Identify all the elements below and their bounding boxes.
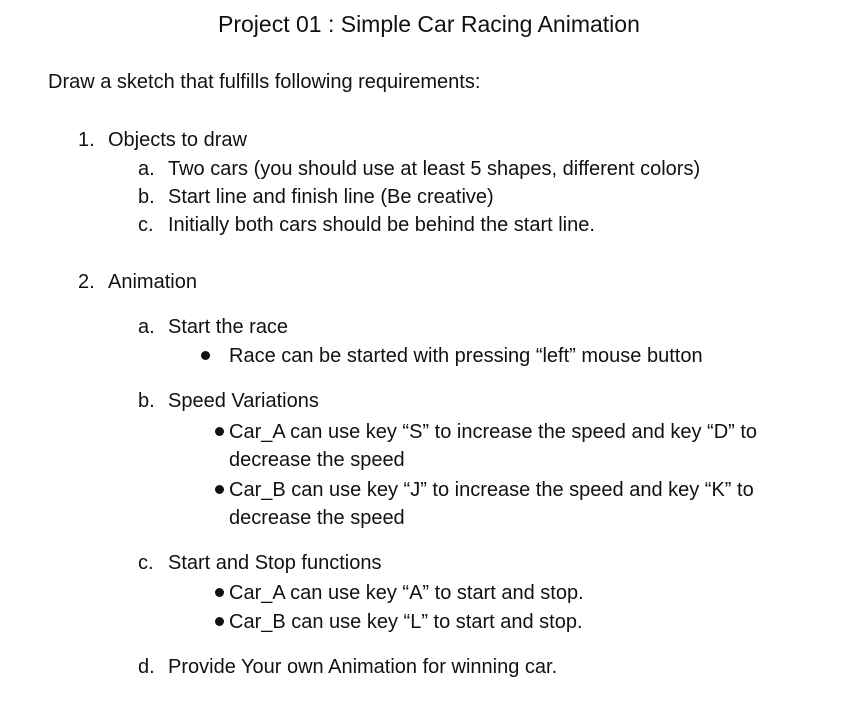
section-number: 1. (78, 129, 95, 151)
page-title: Project 01 : Simple Car Racing Animation (218, 11, 640, 37)
item-text: Initially both cars should be behind the start line. (168, 214, 595, 236)
section-number: 2. (78, 271, 95, 293)
item-text: Start the race (168, 316, 289, 338)
bullet-text: Car_A can use key “A” to start and stop. (229, 582, 584, 604)
item-marker: b. (138, 390, 155, 412)
bullet-icon (215, 588, 224, 597)
bullet-icon (215, 485, 224, 494)
item-text: Start line and finish line (Be creative) (168, 186, 494, 208)
bullet-icon (201, 351, 210, 360)
intro-text: Draw a sketch that fulfills following requirements: (48, 71, 481, 93)
bullet-text: Car_A can use key “S” to increase the speed and key “D” to (229, 421, 758, 443)
item-marker: a. (138, 158, 155, 180)
section-heading: Objects to draw (108, 129, 247, 151)
item-text: Start and Stop functions (168, 552, 382, 574)
bullet-text: Car_B can use key “J” to increase the speed and key “K” to (229, 479, 754, 501)
bullet-text-continuation: decrease the speed (229, 507, 405, 529)
bullet-text: Race can be started with pressing “left” mouse button (229, 345, 703, 367)
bullet-icon (215, 617, 224, 626)
bullet-text-continuation: decrease the speed (229, 449, 405, 471)
bullet-icon (215, 427, 224, 436)
item-marker: a. (138, 316, 155, 338)
section-heading: Animation (108, 271, 197, 293)
item-marker: d. (138, 656, 155, 678)
item-marker: b. (138, 186, 155, 208)
bullet-text: Car_B can use key “L” to start and stop. (229, 611, 583, 633)
item-marker: c. (138, 214, 154, 236)
item-marker: c. (138, 552, 154, 574)
item-text: Two cars (you should use at least 5 shapes, different colors) (168, 158, 701, 180)
item-text: Provide Your own Animation for winning car. (168, 656, 558, 678)
item-text: Speed Variations (168, 390, 319, 412)
